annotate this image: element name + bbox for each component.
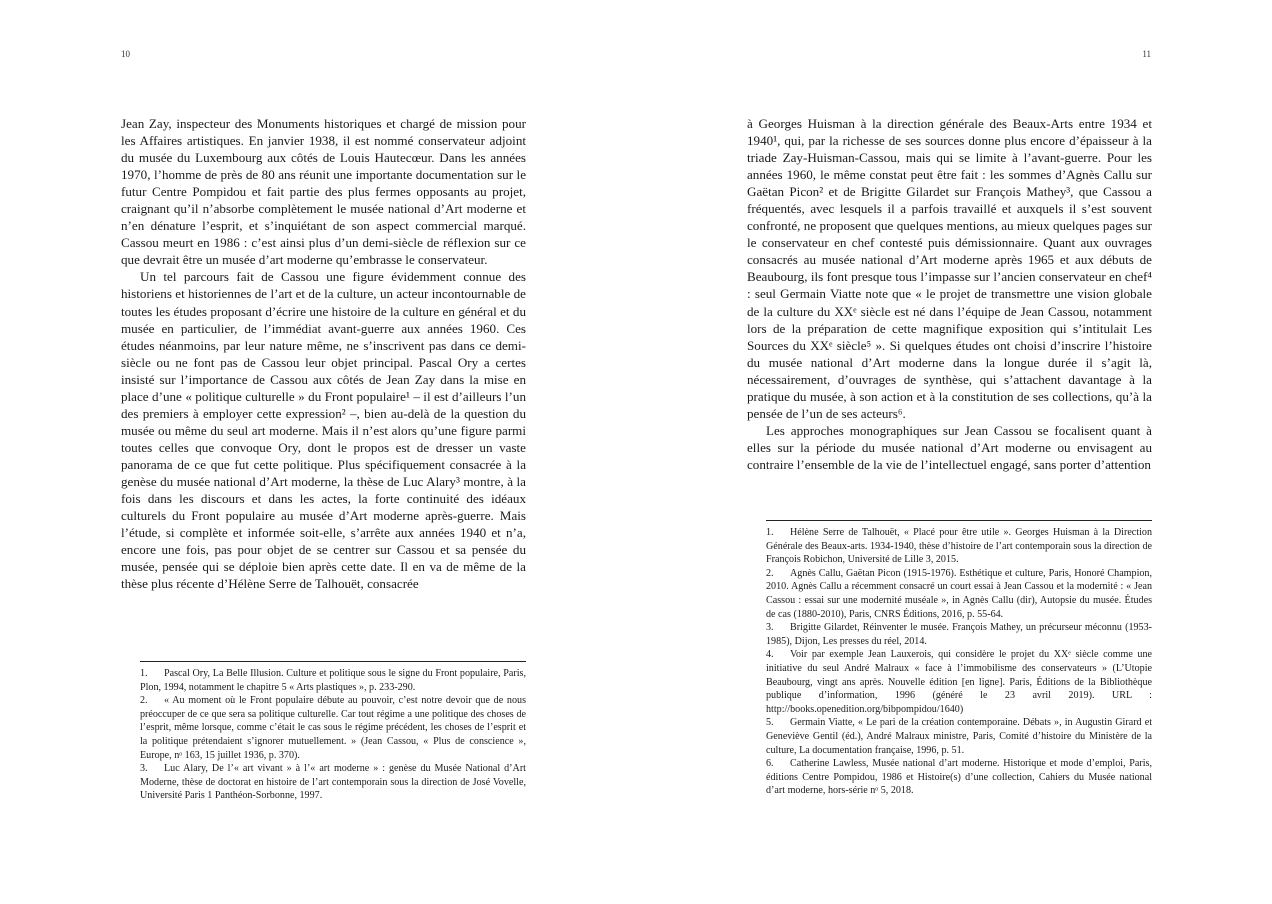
footnote-text: Catherine Lawless, Musée national d’art moderne. Historique et mode d’emploi, Paris, éditions Centre Pompidou, 1986 et Histoire(s) d’une collection, Cahiers du Musée national d’art moderne, hors-série nᵒ 5, 2018. <box>766 758 1152 797</box>
footnote <box>140 762 526 803</box>
footnote-text: Pascal Ory, La Belle Illusion. Culture et politique sous le signe du Front populaire, Paris, Plon, 1994, notamment le chapitre 5 « Arts plastiques », p. 233-290. <box>140 668 526 693</box>
footnote-number: 2. <box>766 567 774 579</box>
footnote-number: 5. <box>766 717 774 729</box>
body-paragraph: Les approches monographiques sur Jean Cassou se focalisent quant à elles sur la période du musée national d’Art moderne ou envisagent au contraire l’ensemble de la vie de l’intellectuel engagé, sans porter d’attention <box>747 422 1152 472</box>
footnotes <box>140 661 526 803</box>
footnote-number: 6. <box>766 758 774 770</box>
footnote-text: Agnès Callu, Gaëtan Picon (1915-1976). Esthétique et culture, Paris, Honoré Champion, 2010. Agnès Callu a récemment consacré un court essai à Jean Cassou et la modernité : « Jean Cassou : essai sur une modernité muséale », in Agnès Callu (dir), Autopsie du musée. Études de cas (1880-2010), Paris, CNRS Éditions, 2016, p. 55-64. <box>766 567 1152 620</box>
footnote-number: 3. <box>766 622 774 634</box>
footnote <box>140 694 526 762</box>
footnote-text: Voir par exemple Jean Lauxerois, qui considère le projet du XXᵉ siècle comme une initiative du seul André Malraux « face à l’immobilisme des conservateurs » (L’Utopie Beaubourg, vingt ans après. Nouvelle édition [en ligne]. Paris, Éditions de la Bibliothèque publique d’information, 1996 (généré le 23 avril 2019). URL : http://books.openedition.org/bibpompidou/1640) <box>766 649 1152 715</box>
footnote <box>766 621 1152 648</box>
footnote-number: 1. <box>140 668 148 679</box>
footnote-number: 1. <box>766 527 774 538</box>
body-text <box>747 115 1152 473</box>
footnote-text: Luc Alary, De l’« art vivant » à l’« art moderne » : genèse du Musée National d’Art Moderne, thèse de doctorat en histoire de l’art contemporain sous la direction de José Vovelle, Université Paris 1 Panthéon-Sorbonne, 1997. <box>140 763 526 802</box>
footnote-text: Brigitte Gilardet, Réinventer le musée. François Mathey, un précurseur méconnu (1953-1985), Dijon, Les presses du réel, 2014. <box>766 622 1152 647</box>
footnote-text: Germain Viatte, « Le pari de la création contemporaine. Débats », in Augustin Girard et Geneviève Gentil (éd.), André Malraux ministre, Paris, Comité d’histoire du Ministère de la culture, La documentation française, 1996, p. 51. <box>766 717 1152 756</box>
footnote <box>766 526 1152 567</box>
body-paragraph: Un tel parcours fait de Cassou une figure évidemment connue des historiens et historiennes de l’art et de la culture, un acteur incontournable de toutes les études proposant d’écrire une histoire de la culture en général et du musée en particulier, de l’immédiat avant-guerre aux années 1960. Ces études néanmoins, par leur nature même, ne s’inscrivent pas dans ce demi-siècle ou ne font pas de Cassou leur objet principal. Pascal Ory a certes insisté sur l’importance de Cassou aux côtés de Jean Zay dans la mise en place d’une « politique culturelle » du Front populaire¹ – il est d’ailleurs l’un des premiers à employer cette expression² –, bien au-delà de la question du musée ou même du seul art moderne. Mais il n’est alors qu’une figure parmi toutes celles que convoque Ory, dont le propos est de dresser un vaste panorama de ce que fut cette politique. Plus spécifiquement consacrée à la genèse du musée national d’Art moderne, la thèse de Luc Alary³ montre, à la fois dans les discours et dans les actes, la forte continuité des idéaux culturels du Front populaire au musée d’Art moderne après-guerre. Mais l’étude, si complète et informée soit-elle, s’arrête aux années 1940 et n’a, encore une fois, pas pour objet de se centrer sur Cassou et sa pensée du musée, pensée qui se déploie bien après cette date. Il en va de même de la thèse plus récente d’Hélène Serre de Talhouët, consacrée <box>121 269 526 592</box>
body-paragraph: à Georges Huisman à la direction générale des Beaux-Arts entre 1934 et 1940¹, qui, par la richesse de ses sources donne plus encore d’épaisseur à la triade Zay-Huisman-Cassou, mais qui se limite à l’avant-guerre. Pour les années 1960, le même constat peut être fait : les sommes d’Agnès Callu sur Gaëtan Picon² et de Brigitte Gilardet sur François Mathey³, que Cassou a fréquentés, avec lesquels il a parfois travaillé et auxquels il s’est souvent confronté, ne proposent que quelques mentions, au mieux quelques pages sur le conservateur en chef contesté puis démissionnaire. Quant aux ouvrages consacrés au musée national d’Art moderne après 1965 et aux débuts de Beaubourg, ils font presque tous l’impasse sur l’ancien conservateur en chef⁴ : seul Germain Viatte note que « le projet de transmettre une vision globale de la culture du XXᵉ siècle est né dans l’équipe de Jean Cassou, notamment lors de la préparation de cette magnifique exposition qui s’intitulait Les Sources du XXᵉ siècle⁵ ». Si quelques études ont choisi d’inscrire l’histoire du musée national d’Art moderne dans la longue durée il s’agit là, nécessairement, d’ouvrages de synthèse, qui s’attachent davantage à la pratique du musée, à son action et à la constitution de ses collections, qu’à la pensée de l’un de ses acteurs⁶. <box>747 116 1152 421</box>
footnote <box>140 667 526 694</box>
page-number: 11 <box>1142 49 1151 59</box>
footnote-number: 3. <box>140 763 148 775</box>
body-text <box>121 115 526 592</box>
right-page <box>636 0 1272 904</box>
footnote-number: 4. <box>766 649 774 661</box>
footnote-text: « Au moment où le Front populaire débute au pouvoir, c’est notre devoir que de nous préoccuper de ce que sera sa politique culturelle. Car tout régime a une politique des choses de l’esprit, même lorsque, comme c’était le cas sous le régime précédent, les choses de l’esprit et la politique prétendaient s’ignorer mutuellement. » (Jean Cassou, « Plus de conscience », Europe, nᵒ 163, 15 juillet 1936, p. 370). <box>140 695 526 761</box>
footnote <box>766 757 1152 798</box>
footnote <box>766 716 1152 757</box>
footnote <box>766 648 1152 716</box>
footnote-number: 2. <box>140 695 148 707</box>
footnote <box>766 567 1152 621</box>
footnotes <box>766 520 1152 798</box>
footnote-text: Hélène Serre de Talhouët, « Placé pour être utile ». Georges Huisman à la Direction Générale des Beaux-arts. 1934-1940, thèse d’histoire de l’art contemporain sous la direction de François Robichon, Université de Lille 3, 2015. <box>766 527 1152 566</box>
body-paragraph: Jean Zay, inspecteur des Monuments historiques et chargé de mission pour les Affaires artistiques. En janvier 1938, il est nommé conservateur adjoint du musée du Luxembourg aux côtés de Louis Hautecœur. Dans les années 1970, l’homme de près de 80 ans réunit une importante documentation sur le futur Centre Pompidou et fait partie des plus fermes opposants au projet, craignant qu’il n’absorbe complètement le musée national d’Art moderne et n’en dénature l’esprit, et s’inquiétant de son aspect commercial marqué. Cassou meurt en 1986 : c’est ainsi plus d’un demi-siècle de réflexion sur ce que devrait être un musée d’art moderne qu’embrasse le conservateur. <box>121 116 526 268</box>
page-number: 10 <box>121 49 130 59</box>
